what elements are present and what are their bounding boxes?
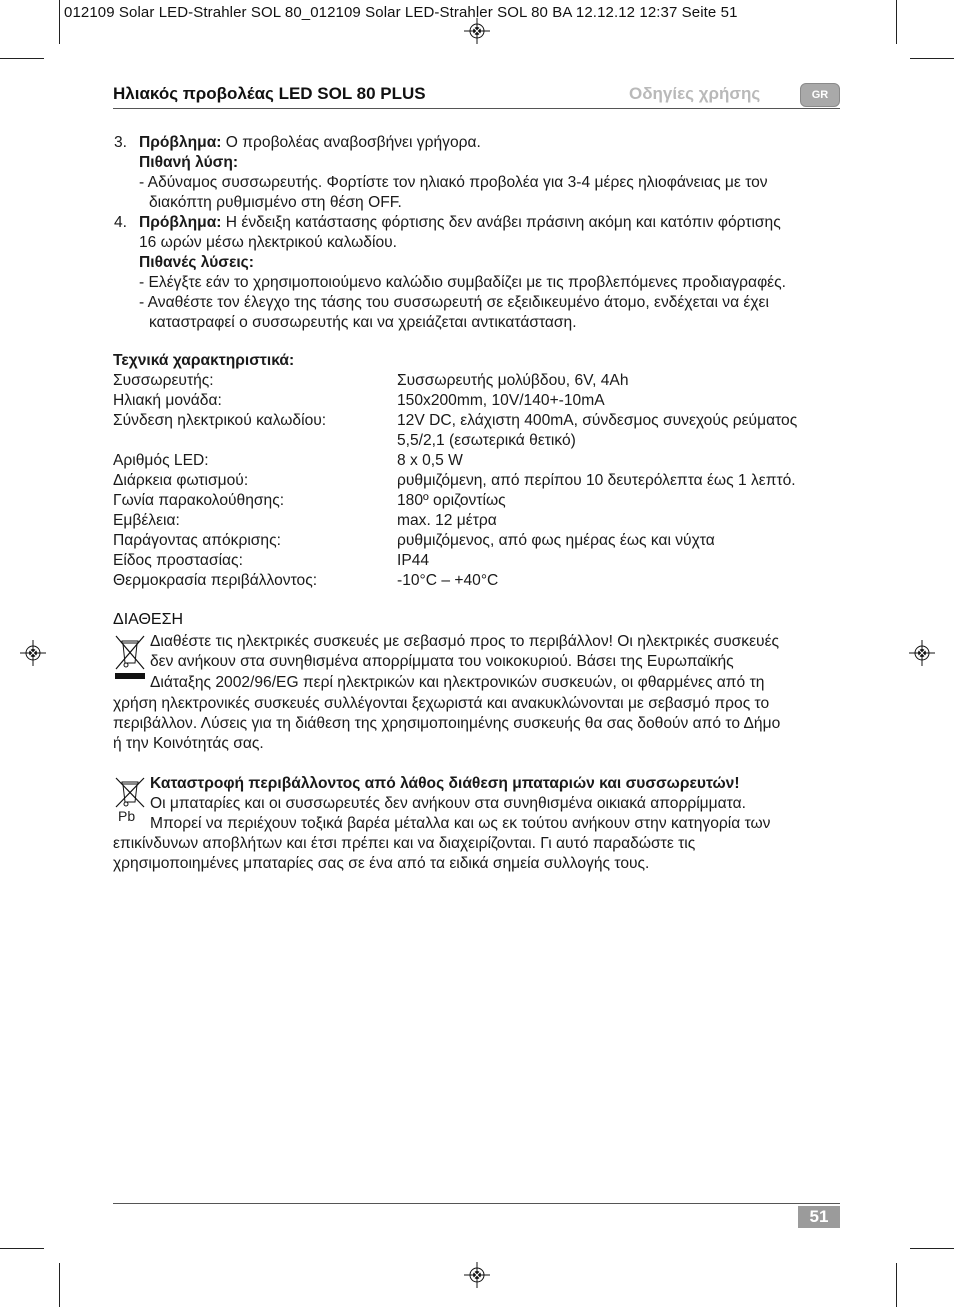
registration-mark-icon [464, 18, 490, 44]
spec-label: Σύνδεση ηλεκτρικού καλωδίου: [113, 412, 327, 429]
solution-line: - Ελέγξτε εάν το χρησιμοποιούμενο καλώδιο συμβαδίζει με τις προβλεπόμενες προδιαγραφές. [139, 274, 786, 291]
battery-bin-icon [113, 775, 147, 809]
spec-value: 5,5/2,1 (εσωτερικά θετικό) [397, 432, 576, 449]
spec-value: 150x200mm, 10V/140+-10mA [397, 392, 605, 409]
item-number: 3. [114, 134, 128, 151]
spec-label: Παράγοντας απόκρισης: [113, 532, 281, 549]
spec-value: 180º οριζοντίως [397, 492, 506, 509]
solution-line: διακόπτη ρυθμισμένο στη θέση OFF. [149, 194, 402, 211]
spec-label: Θερμοκρασία περιβάλλοντος: [113, 572, 318, 589]
registration-mark-icon [20, 640, 46, 666]
battery-line: Οι μπαταρίες και οι συσσωρευτές δεν ανήκουν στα συνηθισμένα οικιακά απορρίμματα. [150, 795, 746, 812]
crop-mark-top-left-h [0, 58, 44, 59]
crop-mark-bottom-left-v [59, 1263, 60, 1307]
battery-line: Μπορεί να περιέχουν τοξικά βαρέα μέταλλα και ως εκ τούτου ανήκουν στην κατηγορία των [150, 815, 771, 832]
language-badge: GR [800, 83, 840, 107]
spec-label: Ηλιακή μονάδα: [113, 392, 222, 409]
solution-label: Πιθανές λύσεις: [139, 254, 254, 271]
problem-label: Πρόβλημα: [139, 134, 222, 151]
disposal-title: ΔΙΑΘΕΣΗ [113, 611, 184, 628]
spec-label: Αριθμός LED: [113, 452, 209, 469]
disposal-line: Διαθέστε τις ηλεκτρικές συσκευές με σεβασμό προς το περιβάλλον! Οι ηλεκτρικές συσκευές [150, 633, 780, 650]
problem-line [139, 133, 481, 153]
problem-label: Πρόβλημα: [139, 214, 222, 231]
crop-mark-bottom-right-h [910, 1248, 954, 1249]
spec-label: Συσσωρευτής: [113, 372, 214, 389]
problem-line [139, 213, 781, 233]
disposal-line: ή την Κοινότητάς σας. [113, 735, 264, 752]
disposal-line: δεν ανήκουν στα συνηθισμένα απορρίμματα του νοικοκυριού. Βάσει της Ευρωπαϊκής [150, 653, 734, 670]
spec-value: -10°C – +40°C [397, 572, 499, 589]
spec-label: Γωνία παρακολούθησης: [113, 492, 285, 509]
solution-label: Πιθανή λύση: [139, 154, 239, 171]
disposal-line: χρήση ηλεκτρονικές συσκευές συλλέγονται ξεχωριστά και ανακυκλώνονται με σεβασμό προς το [113, 695, 770, 712]
spec-value: ρυθμιζόμενος, από φως ημέρας έως και νύχτα [397, 532, 715, 549]
item-number: 4. [114, 214, 128, 231]
problem-text: Η ένδειξη κατάστασης φόρτισης δεν ανάβει πράσινη ακόμη και κατόπιν φόρτισης [221, 214, 781, 231]
crop-mark-top-left-v [59, 0, 60, 44]
spec-value: Συσσωρευτής μολύβδου, 6V, 4Ah [397, 372, 629, 389]
disposal-line: περιβάλλον. Λύσεις για τη διάθεση της χρησιμοποιημένης συσκευής θα σας δοθούν από το Δήμο [113, 715, 781, 732]
page-title: Ηλιακός προβολέας LED SOL 80 PLUS [113, 84, 426, 103]
crop-mark-top-right-h [910, 58, 954, 59]
weee-bin-icon [113, 633, 147, 681]
spec-value: 8 x 0,5 W [397, 452, 463, 469]
page-number: 51 [798, 1206, 840, 1228]
header-rule [113, 108, 840, 109]
crop-mark-bottom-left-h [0, 1248, 44, 1249]
solution-line: καταστραφεί ο συσσωρευτής και να χρειάζεται αντικατάσταση. [149, 314, 577, 331]
crop-mark-top-right-v [896, 0, 897, 44]
registration-mark-icon [909, 640, 935, 666]
battery-heading: Καταστροφή περιβάλλοντος από λάθος διάθεση μπαταριών και συσσωρευτών! [150, 775, 740, 792]
spec-value: IP44 [397, 552, 430, 569]
solution-line: - Αναθέστε τον έλεγχο της τάσης του συσσωρευτή σε εξειδικευμένο άτομο, ενδέχεται να έχει [139, 294, 769, 311]
crop-mark-bottom-right-v [896, 1263, 897, 1307]
registration-mark-icon [464, 1262, 490, 1288]
print-slug: 012109 Solar LED-Strahler SOL 80_012109 Solar LED-Strahler SOL 80 BA 12.12.12 12:37 Seite 51 [64, 4, 738, 21]
problem-line-cont: 16 ωρών μέσω ηλεκτρικού καλωδίου. [139, 234, 397, 251]
problem-text: Ο προβολέας αναβοσβήνει γρήγορα. [221, 134, 481, 151]
spec-label: Είδος προστασίας: [113, 552, 243, 569]
spec-value: 12V DC, ελάχιστη 400mA, σύνδεσμος συνεχούς ρεύματος [397, 412, 798, 429]
disposal-line: Διάταξης 2002/96/EG περί ηλεκτρικών και ηλεκτρονικών συσκευών, οι φθαρμένες από τη [150, 674, 765, 691]
specs-heading: Τεχνικά χαρακτηριστικά: [113, 352, 295, 369]
page-subtitle: Οδηγίες χρήσης [629, 84, 761, 103]
spec-label: Διάρκεια φωτισμού: [113, 472, 249, 489]
spec-label: Εμβέλεια: [113, 512, 180, 529]
spec-value: max. 12 μέτρα [397, 512, 497, 529]
solution-line: - Αδύναμος συσσωρευτής. Φορτίστε τον ηλιακό προβολέα για 3-4 μέρες ηλιοφάνειας με τον [139, 174, 768, 191]
pb-label: Pb [118, 808, 136, 824]
spec-value: ρυθμιζόμενη, από περίπου 10 δευτερόλεπτα έως 1 λεπτό. [397, 472, 796, 489]
battery-line: χρησιμοποιημένες μπαταρίες σας σε ένα από τα ειδικά σημεία συλλογής τους. [113, 855, 650, 872]
footer-rule [113, 1203, 840, 1204]
battery-line: επικίνδυνων αποβλήτων και έτσι πρέπει και να διαχειρίζονται. Γι αυτό παραδώστε τις [113, 835, 696, 852]
